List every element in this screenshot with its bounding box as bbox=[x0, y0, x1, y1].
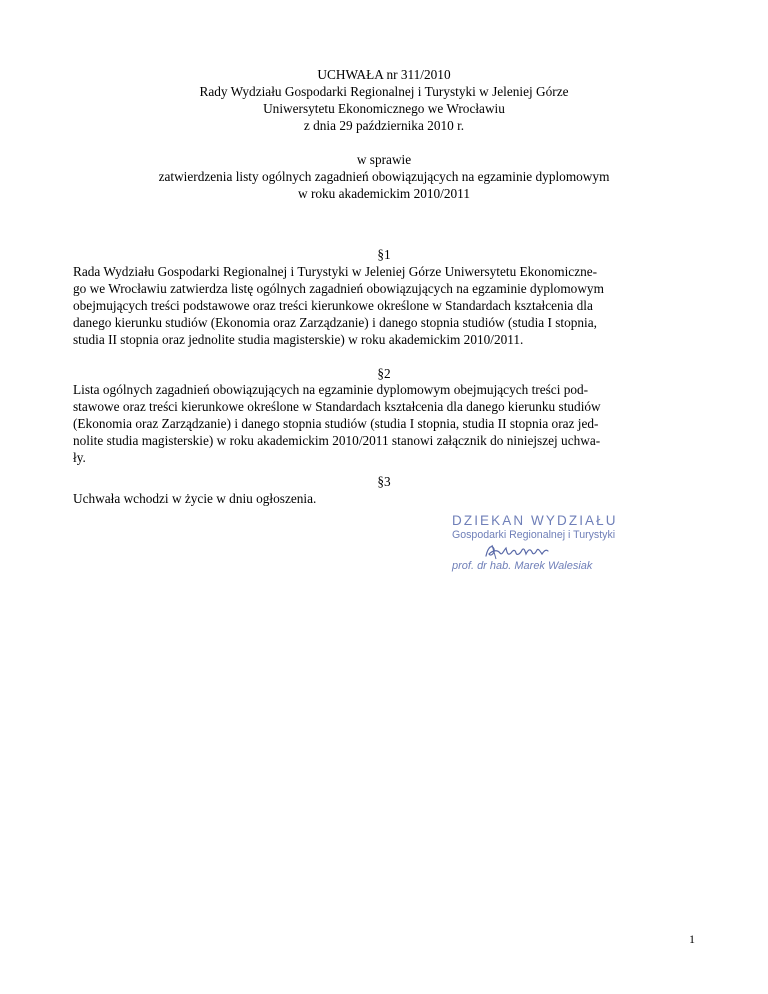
subject-line-3: w roku akademickim 2010/2011 bbox=[298, 185, 470, 201]
stamp-title: DZIEKAN WYDZIAŁU bbox=[452, 513, 618, 528]
section-1-line: obejmujących treści podstawowe oraz treści kierunkowe określone w Standardach kształcenia dla bbox=[73, 297, 593, 313]
council-name: Rady Wydziału Gospodarki Regionalnej i Turystyki w Jeleniej Górze bbox=[199, 83, 569, 99]
section-2-number: §2 bbox=[377, 366, 391, 381]
dean-stamp bbox=[452, 513, 618, 575]
subject-line-1: w sprawie bbox=[356, 152, 412, 167]
section-2-line: (Ekonomia oraz Zarządzanie) i danego stopnia studiów (studia I stopnia, studia II stopnia oraz jed- bbox=[73, 415, 599, 431]
section-1-text bbox=[73, 264, 695, 349]
handwritten-signature bbox=[482, 541, 552, 561]
resolution-header bbox=[70, 67, 698, 135]
section-3-number: §3 bbox=[377, 474, 391, 489]
section-2-text bbox=[73, 382, 695, 467]
subject-line-2: zatwierdzenia listy ogólnych zagadnień obowiązujących na egzaminie dyplomowym bbox=[158, 168, 610, 184]
section-1-line: Rada Wydziału Gospodarki Regionalnej i Turystyki w Jeleniej Górze Uniwersytetu Ekonomiczne- bbox=[73, 264, 598, 279]
section-3-line: Uchwała wchodzi w życie w dniu ogłoszenia. bbox=[73, 491, 317, 506]
section-2-line: stawowe oraz treści kierunkowe określone w Standardach kształcenia dla danego kierunku studiów bbox=[73, 398, 601, 414]
stamp-faculty: Gospodarki Regionalnej i Turystyki bbox=[452, 529, 616, 541]
section-1-line: studia II stopnia oraz jednolite studia magisterskie) w roku akademickim 2010/2011. bbox=[73, 331, 524, 347]
section-3-text bbox=[73, 491, 695, 508]
resolution-subject bbox=[70, 152, 698, 203]
section-2-line: ły. bbox=[73, 449, 86, 465]
resolution-date: z dnia 29 października 2010 r. bbox=[303, 117, 465, 133]
page-number: 1 bbox=[689, 932, 695, 946]
section-1-number: §1 bbox=[377, 247, 391, 262]
resolution-title: UCHWAŁA nr 311/2010 bbox=[317, 67, 451, 82]
section-1-line: go we Wrocławiu zatwierdza listę ogólnych zagadnień obowiązujących na egzaminie dyplomowym bbox=[73, 280, 604, 296]
section-1-line: danego kierunku studiów (Ekonomia oraz Zarządzanie) i danego stopnia studiów (studia I stopnia, bbox=[73, 314, 597, 330]
university-name: Uniwersytetu Ekonomicznego we Wrocławiu bbox=[263, 100, 505, 116]
section-2-line: Lista ogólnych zagadnień obowiązujących na egzaminie dyplomowym obejmujących treści pod- bbox=[73, 382, 589, 397]
stamp-signatory: prof. dr hab. Marek Walesiak bbox=[452, 560, 593, 572]
section-2-line: nolite studia magisterskie) w roku akademickim 2010/2011 stanowi załącznik do niniejszej uchwa- bbox=[73, 432, 601, 448]
